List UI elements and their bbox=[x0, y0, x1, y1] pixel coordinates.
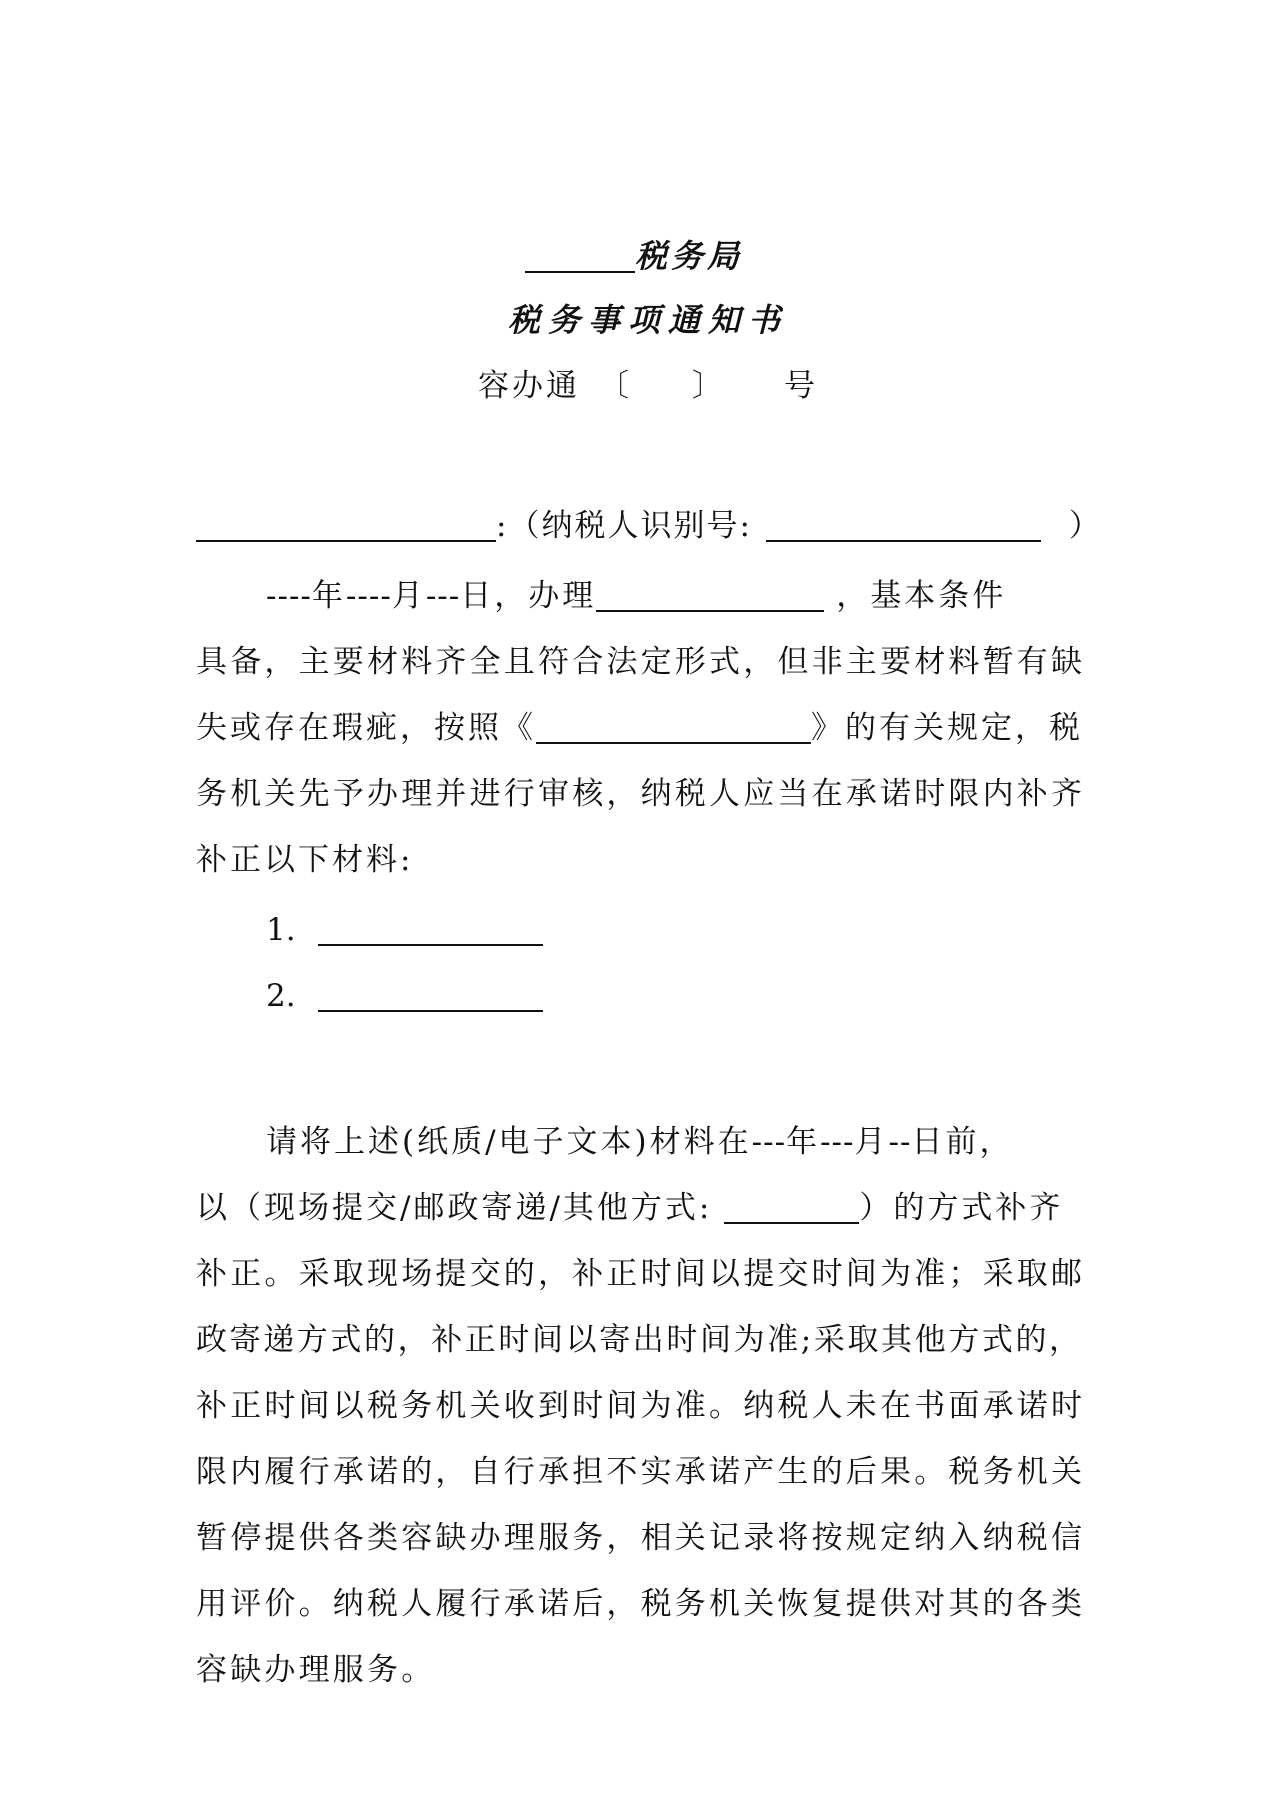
document-title: 税务事项通知书 bbox=[508, 301, 789, 339]
item-1-number: 1. bbox=[266, 912, 296, 948]
para2-l1-text: 请将上述(纸质/电子文本)材料在 bbox=[266, 1124, 752, 1160]
bureau-line bbox=[525, 236, 743, 276]
deadline-month-label: 月 bbox=[854, 1124, 889, 1160]
material-item-1 bbox=[266, 910, 543, 950]
taxpayer-id-label: （纳税人识别号: bbox=[508, 508, 752, 544]
after-handle-text: ，基本条件 bbox=[836, 578, 1007, 614]
taxpayer-id-close-paren: ） bbox=[1068, 508, 1102, 544]
date-month-blank[interactable]: ---- bbox=[345, 578, 392, 614]
body-line-1 bbox=[266, 576, 1006, 616]
para2-line-3: 补正。采取现场提交的，补正时间以提交时间为准；采取邮 bbox=[196, 1256, 1086, 1292]
para2-line-6: 限内履行承诺的，自行承担不实承诺产生的后果。税务机关 bbox=[196, 1454, 1086, 1490]
material-2-blank[interactable] bbox=[318, 980, 543, 1012]
bureau-name-blank[interactable] bbox=[525, 241, 635, 273]
material-item-2 bbox=[266, 976, 543, 1016]
deadline-end-text: 日前， bbox=[911, 1124, 1014, 1160]
document-number bbox=[478, 366, 818, 406]
line3-text-a: 失或存在瑕疵，按照《 bbox=[196, 710, 536, 746]
material-1-blank[interactable] bbox=[318, 914, 543, 946]
date-day-blank[interactable]: --- bbox=[425, 578, 461, 614]
para2-l2-text-a: 以（现场提交/邮政寄递/其他方式: bbox=[196, 1190, 713, 1226]
recipient-line bbox=[196, 506, 1102, 546]
bureau-suffix: 税务局 bbox=[635, 237, 744, 275]
body-line-5: 补正以下材料: bbox=[196, 842, 414, 878]
body-line-2: 具备，主要材料齐全且符合法定形式，但非主要材料暂有缺 bbox=[196, 644, 1086, 680]
day-handle-text: 日，办理 bbox=[460, 578, 597, 614]
deadline-year-label: 年 bbox=[786, 1124, 821, 1160]
doc-no-close-bracket: 〕 bbox=[692, 368, 726, 404]
date-year-blank[interactable]: ---- bbox=[266, 578, 312, 614]
para2-line-9: 容缺办理服务。 bbox=[196, 1652, 436, 1688]
para2-line-8: 用评价。纳税人履行承诺后，税务机关恢复提供对其的各类 bbox=[196, 1586, 1086, 1622]
deadline-day-blank[interactable]: -- bbox=[888, 1124, 912, 1160]
para2-line-4: 政寄递方式的，补正时间以寄出时间为准;采取其他方式的， bbox=[196, 1322, 1083, 1358]
taxpayer-id-blank[interactable] bbox=[766, 510, 1041, 542]
recipient-colon: : bbox=[496, 508, 509, 544]
month-label: 月 bbox=[391, 578, 426, 614]
line3-text-b: 》的有关规定，税 bbox=[811, 710, 1083, 746]
matter-blank[interactable] bbox=[596, 580, 824, 612]
para2-line-5: 补正时间以税务机关收到时间为准。纳税人未在书面承诺时 bbox=[196, 1388, 1086, 1424]
body-line-4: 务机关先予办理并进行审核，纳税人应当在承诺时限内补齐 bbox=[196, 776, 1086, 812]
item-2-number: 2. bbox=[266, 978, 296, 1014]
deadline-month-blank[interactable]: --- bbox=[820, 1124, 855, 1160]
year-label: 年 bbox=[311, 578, 346, 614]
para2-line-2 bbox=[196, 1188, 1063, 1228]
regulation-name-blank[interactable] bbox=[536, 712, 811, 744]
para2-l2-text-b: ）的方式补齐 bbox=[859, 1190, 1064, 1226]
doc-no-suffix: 号 bbox=[784, 368, 818, 404]
deadline-year-blank[interactable]: --- bbox=[751, 1124, 787, 1160]
taxpayer-name-blank[interactable] bbox=[196, 510, 496, 542]
body-line-3 bbox=[196, 708, 1083, 748]
para2-line-7: 暂停提供各类容缺办理服务，相关记录将按规定纳入纳税信 bbox=[196, 1520, 1086, 1556]
doc-no-open-bracket: 〔 bbox=[598, 368, 632, 404]
other-method-blank[interactable] bbox=[724, 1192, 859, 1224]
para2-line-1 bbox=[266, 1122, 1013, 1162]
doc-no-prefix: 容办通 bbox=[478, 368, 580, 404]
